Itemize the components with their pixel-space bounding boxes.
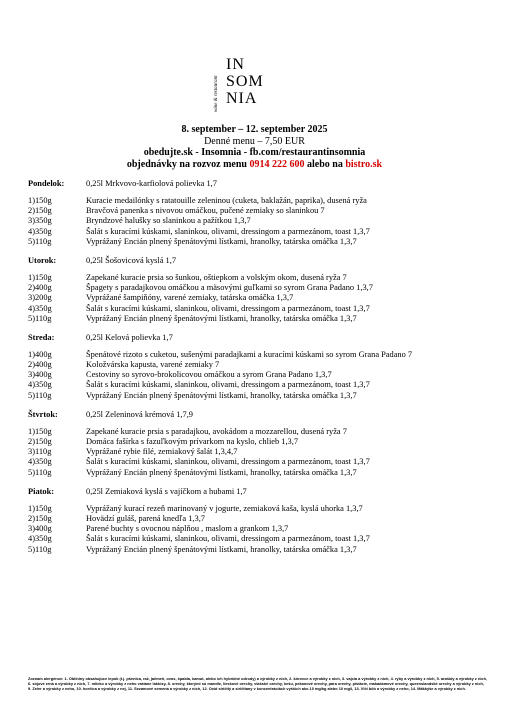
logo-side-text — [210, 62, 220, 114]
list-item: 4)350g Šalát s kuracími kúskami, slaninkou, olivami, dressingom a parmezánom, toast 1,3,7 — [28, 303, 370, 313]
menu-price: Denné menu – 7,50 EUR — [204, 135, 305, 147]
list-item: 5)110g Vyprážaný Encián plnený špenátovými lístkami, hranolky, tatárska omáčka 1,3,7 — [28, 390, 357, 400]
menu-header — [0, 124, 509, 170]
soup: 0,25l Zeleninová krémová 1,7,9 — [86, 409, 193, 419]
day-row-monday — [28, 178, 498, 190]
day-label: Štvrtok: — [28, 409, 58, 419]
day-row-tuesday — [28, 255, 498, 267]
list-item: 1)400g Špenátové rizoto s cuketou, sušenými paradajkami a kuracími kúskami so syrom Grana Padano 7 — [28, 349, 413, 359]
list-item: 4)350g Šalát s kuracími kúskami, slaninkou, olivami, dressingom a parmezánom, toast 1,3,7 — [28, 457, 370, 467]
list-item: 2)150g Bravčová panenka s nivovou omáčkou, pučené zemiaky so slaninkou 7 — [28, 206, 325, 216]
logo-row-2: SOM — [226, 73, 264, 90]
delivery-line: objednávky na rozvoz menu 0914 222 600 alebo na bistro.sk — [126, 158, 383, 170]
day-row-friday — [28, 486, 498, 498]
list-item: 2)150g Hovädzí guláš, parená knedľa 1,3,7 — [28, 513, 205, 523]
list-item: 3)110g Vyprážané rybie filé, zemiakový šalát 1,3,4,7 — [28, 447, 238, 457]
list-item: 4)350g Šalát s kuracími kúskami, slaninkou, olivami, dressingom a parmezánom, toast 1,3,7 — [28, 380, 370, 390]
list-item: 5)110g Vyprážaný Encián plnený špenátovými lístkami, hranolky, tatárska omáčka 1,3,7 — [28, 467, 357, 477]
list-item: 3)400g Parené buchty s ovocnou náplňou , maslom a grankom 1,3,7 — [28, 524, 289, 534]
bistro-link[interactable]: bistro.sk — [345, 158, 383, 170]
list-item: 5)110g Vyprážaný Encián plnený špenátovými lístkami, hranolky, tatárska omáčka 1,3,7 — [28, 313, 357, 323]
list-item: 3)200g Vyprážané šampiňóny, varené zemiaky, tatárska omáčka 1,3,7 — [28, 293, 294, 303]
list-item: 2)150g Domáca fašírka s fazuľkovým prívarkom na kyslo, chlieb 1,3,7 — [28, 437, 299, 446]
day-label: Utorok: — [28, 255, 57, 265]
logo-row-3: NIA — [226, 90, 258, 107]
logo-letters — [226, 56, 264, 107]
soup: 0,25l Kelová polievka 1,7 — [86, 332, 173, 342]
logo-tagline: wine & restaurant — [214, 75, 219, 112]
list-item: 3)400g Cestoviny so syrovo-brokolicovou omáčkou a syrom Grana Padano 1,3,7 — [28, 370, 332, 380]
list-item: 1)150g Kuracie medailónky s ratatouille zeleninou (cuketa, baklažán, paprika), dusená ryža — [28, 196, 367, 205]
menu-dates: 8. september – 12. september 2025 — [181, 124, 328, 135]
list-item: 5)110g Vyprážaný Encián plnený špenátovými lístkami, hranolky, tatárska omáčka 1,3,7 — [28, 544, 357, 554]
list-item: 4)350g Šalát s kuracími kúskami, slaninkou, olivami, dressingom a parmezánom, toast 1,3,7 — [28, 534, 370, 544]
list-item: 4)350g Šalát s kuracími kúskami, slaninkou, olivami, dressingom a parmezánom, toast 1,3,7 — [28, 226, 370, 236]
soup: 0,25l Mrkvovo-karfiolová polievka 1,7 — [86, 179, 217, 188]
list-item: 2)400g Špagety s paradajkovou omáčkou a mäsovými guľkami so syrom Grana Padano 1,3,7 — [28, 283, 373, 293]
phone-number[interactable]: 0914 222 600 — [249, 158, 305, 170]
order-line: obedujte.sk - Insomnia - fb.com/restaurantinsomnia — [143, 147, 366, 158]
list-item: 2)400g Koložvárska kapusta, varené zemiaky 7 — [28, 360, 220, 370]
restaurant-logo — [210, 56, 270, 120]
day-label: Piatok: — [28, 486, 55, 496]
soup: 0,25l Šošovicová kyslá 1,7 — [86, 255, 177, 265]
logo-row-1: IN — [226, 56, 245, 73]
soup: 0,25l Zemiaková kyslá s vajíčkom a hubami 1,7 — [86, 486, 247, 496]
list-item: 1)150g Zapekané kuracie prsia s paradajkou, avokádom a mozzarellou, dusená ryža 7 — [28, 426, 347, 436]
list-item: 3)350g Bryndzové halušky so slaninkou a pažítkou 1,3,7 — [28, 216, 251, 226]
day-row-wednesday — [28, 332, 498, 344]
list-item: 5)110g Vyprážaný Encián plnený špenátovými lístkami, hranolky, tatárska omáčka 1,3,7 — [28, 236, 357, 246]
weekly-menu — [28, 178, 498, 555]
day-label: Streda: — [28, 332, 55, 342]
allergen-list: Zoznam alergénov: 1. Obilniny obsahujúce lepok (t.j. pšenica, raž, jačmeň, ovos, špalda, kamut, alebo ich hybridné odrody) a výrobky z nich, 2. kôrovce a výrobky z nich, 3. vajcia a výrobky z nich, 4. ryby a výrobky z nich, 5. arašidy a výrobky z nich, 6. sójové zrná a výrobky z nich, 7. mlieko a výrobky z neho vrátane laktózy, 8. orechy, ktorými sú mandle, lieskové orechy, vlašské orechy, kešu, pekanové orechy, para orechy, pistácie, makadamové orechy, queenslandské orechy a výrobky z nich, 9. Zeler a výrobky z neho, 10. horčica a výrobky z nej, 11. Sezamové semená a výrobky z nich, 12. Oxid siričitý a siričitany v koncentráciách vyšších ako 10 mg/kg alebo 10 mg/l, 13. Vlčí bôb a výrobky z neho, 14. Mäkkýše a výrobky z nich. — [28, 676, 488, 691]
list-item: 1)150g Vyprážaný kurací rezeň marinovaný v jogurte, zemiaková kaša, kyslá uhorka 1,3,7 — [28, 503, 363, 513]
day-label: Pondelok: — [28, 179, 65, 188]
list-item: 1)150g Zapekané kuracie prsia so šunkou, oštiepkom a volským okom, dusená ryža 7 — [28, 272, 347, 282]
day-row-thursday — [28, 409, 498, 421]
